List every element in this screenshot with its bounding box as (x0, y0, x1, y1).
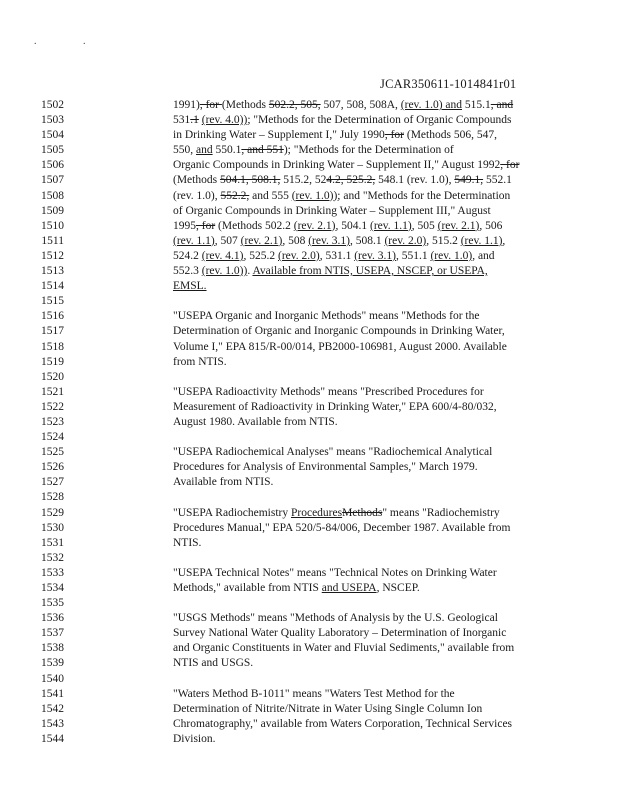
line-number: 1528 (41, 491, 64, 504)
text-run: 1991) (173, 99, 200, 111)
inserted-text: (rev. 2.0) (277, 249, 320, 262)
inserted-text: Procedures (291, 506, 343, 519)
line-number: 1542 (41, 702, 64, 715)
text-line (173, 430, 545, 445)
line-number: 1534 (41, 582, 64, 594)
text-run: 550, (173, 144, 196, 157)
text-run: , NSCEP. (376, 582, 420, 594)
deleted-text: .1 (190, 114, 199, 127)
text-line (173, 189, 545, 204)
line-number: 1504 (41, 129, 64, 142)
deleted-text: , for (384, 129, 404, 142)
text-run: Procedures for Analysis of Environmental Samples," March 1979. (173, 461, 478, 474)
text-run: 552.3 (173, 265, 202, 278)
line-number: 1521 (41, 385, 64, 398)
inserted-text: EMSL. (173, 280, 207, 293)
text-run: "USEPA Radiochemical Analyses" means "Radiochemical Analytical (173, 446, 493, 459)
deleted-text: 549.1, (454, 174, 484, 187)
text-run: Methods," available from NTIS (173, 582, 322, 594)
text-run: . (247, 265, 253, 278)
inserted-text: Available from NTIS, USEPA, NSCEP, or USEPA, (252, 265, 488, 278)
text-line (173, 581, 545, 596)
text-line (173, 702, 545, 717)
line-number: 1511 (41, 234, 64, 247)
text-line (173, 717, 545, 732)
line-number: 1507 (41, 174, 64, 187)
inserted-text: (rev. 2.1) (240, 234, 283, 247)
text-line (173, 234, 545, 249)
inserted-text: (rev. 2.0) (384, 234, 427, 247)
text-line (173, 611, 545, 626)
text-line (173, 98, 545, 113)
line-number: 1515 (41, 295, 64, 308)
inserted-text: (rev. 4.1) (201, 249, 244, 262)
text-run: Volume I," EPA 815/R-00/014, PB2000-106981, August 2000. Available (173, 340, 507, 353)
line-number: 1519 (41, 355, 64, 368)
line-number: 1540 (41, 672, 64, 685)
text-run: Division. (173, 732, 216, 745)
line-number: 1514 (41, 280, 64, 293)
line-number-column (0, 98, 64, 747)
line-number: 1529 (41, 506, 64, 519)
text-run: " means "Radiochemistry (382, 506, 500, 519)
line-number: 1538 (41, 642, 64, 655)
text-run: 531 (173, 114, 191, 127)
inserted-text: and (196, 144, 213, 157)
text-run: in Drinking Water – Supplement I," July 1990 (173, 129, 385, 142)
document-body (173, 98, 545, 747)
document-header-code: JCAR350611-1014841r01 (380, 77, 517, 91)
text-run: ); "Methods for the Determination of (283, 144, 454, 157)
line-number: 1543 (41, 717, 64, 730)
text-line (173, 732, 545, 747)
inserted-text: (rev. 2.1) (437, 219, 480, 232)
text-run: of Organic Compounds in Drinking Water – Supplement III," August (173, 204, 491, 217)
text-line (173, 113, 545, 128)
inserted-text: (rev. 1.0) and (400, 99, 462, 111)
text-line (173, 672, 545, 687)
line-number: 1535 (41, 597, 64, 610)
text-run: Determination of Nitrite/Nitrate in Water Using Single Column Ion (173, 702, 483, 715)
text-line (173, 641, 545, 656)
text-line (173, 536, 545, 551)
text-run: (Methods (173, 174, 220, 187)
text-line (173, 173, 545, 188)
text-line (173, 128, 545, 143)
text-run: August 1980. Available from NTIS. (173, 415, 338, 428)
line-number: 1533 (41, 566, 64, 579)
text-run: and Organic Constituents in Water and Fluvial Sediments," available from (173, 642, 515, 655)
text-run: Procedures Manual," EPA 520/5-84/006, December 1987. Available from (173, 521, 511, 534)
line-number: 1527 (41, 476, 64, 489)
line-number: 1517 (41, 325, 64, 338)
text-line (173, 400, 545, 415)
text-run: from NTIS. (173, 355, 227, 368)
text-line (173, 324, 545, 339)
text-run: "USEPA Organic and Inorganic Methods" means "Methods for the (173, 310, 480, 323)
inserted-text: (rev. 3.1) (308, 234, 350, 247)
line-number: 1512 (41, 249, 64, 262)
text-run: "USGS Methods" means "Methods of Analysis by the U.S. Geological (173, 612, 498, 625)
inserted-text: (rev. 1.0) (430, 249, 473, 262)
text-line (173, 355, 545, 370)
text-line (173, 294, 545, 309)
text-line (173, 219, 545, 234)
text-run: (rev. 1.0), (173, 189, 221, 202)
text-run: "Waters Method B-1011" means "Waters Test Method for the (173, 687, 455, 700)
deleted-text: 502.2, 505, (268, 99, 321, 111)
line-number: 1524 (41, 431, 64, 444)
text-line (173, 460, 545, 475)
line-number: 1520 (41, 370, 64, 383)
text-run: 515.1 (462, 99, 491, 111)
line-number: 1509 (41, 204, 64, 217)
text-run: 548.1 (rev. 1.0), (375, 174, 455, 187)
text-run: NTIS and USGS. (173, 657, 254, 670)
text-line (173, 596, 545, 611)
text-run: "USEPA Radioactivity Methods" means "Prescribed Procedures for (173, 385, 484, 398)
text-run: (Methods (221, 99, 269, 111)
text-run: 552.1 (483, 174, 512, 187)
text-run: 1995 (173, 219, 196, 232)
deleted-text: 504.1, 508.1, (219, 174, 281, 187)
text-run: , 508.1 (349, 234, 385, 247)
text-line (173, 279, 545, 294)
deleted-text: , and 551 (241, 144, 284, 157)
text-line (173, 521, 545, 536)
text-line (173, 656, 545, 671)
text-run: , and (472, 249, 495, 262)
line-number: 1502 (41, 99, 64, 111)
text-line (173, 249, 545, 264)
line-number: 1510 (41, 219, 64, 232)
deleted-text: Methods (342, 506, 383, 519)
line-number: 1516 (41, 310, 64, 323)
inserted-text: (rev. 1.0)) (291, 189, 338, 202)
line-number: 1541 (41, 687, 64, 700)
inserted-text: (rev. 1.1) (173, 234, 215, 247)
line-number: 1513 (41, 265, 64, 278)
line-number: 1523 (41, 415, 64, 428)
text-run: , 525.2 (243, 249, 278, 262)
text-line (173, 143, 545, 158)
text-run: Organic Compounds in Drinking Water – Supplement II," August 1992 (173, 159, 501, 172)
line-number: 1508 (41, 189, 64, 202)
text-line (173, 158, 545, 173)
text-run: ; and "Methods for the Determination (337, 189, 511, 202)
inserted-text: and USEPA (321, 582, 377, 594)
line-number: 1531 (41, 536, 64, 549)
text-run: , 507 (214, 234, 241, 247)
text-run: 550.1 (212, 144, 242, 157)
deleted-text: , and (490, 99, 514, 111)
text-line (173, 475, 545, 490)
text-run: , 551.1 (395, 249, 431, 262)
deleted-text: 4.2, 525.2, (326, 174, 376, 187)
text-run: and 555 (249, 189, 292, 202)
line-number: 1518 (41, 340, 64, 353)
text-line (173, 370, 545, 385)
text-line (173, 340, 545, 355)
deleted-text: , for (196, 219, 216, 232)
text-run: Chromatography," available from Waters Corporation, Technical Services (173, 717, 513, 730)
text-line (173, 445, 545, 460)
line-number: 1544 (41, 732, 64, 745)
text-run: , 506 (479, 219, 503, 232)
text-line (173, 551, 545, 566)
inserted-text: (rev. 3.1) (354, 249, 396, 262)
inserted-text: (rev. 2.1) (293, 219, 336, 232)
deleted-text: , for (500, 159, 520, 172)
text-line (173, 309, 545, 324)
deleted-text: 552.2, (220, 189, 250, 202)
text-line (173, 490, 545, 505)
line-number: 1532 (41, 551, 64, 564)
text-run: , 508 (282, 234, 309, 247)
line-number: 1503 (41, 114, 64, 127)
text-run: , 504.1 (335, 219, 370, 232)
text-run: ; "Methods for the Determination of Organic Compounds (247, 114, 512, 127)
text-run: Survey National Water Quality Laboratory – Determination of Inorganic (173, 627, 507, 640)
text-run: , 515.2 (426, 234, 461, 247)
text-run: , 505 (411, 219, 438, 232)
text-run: , 531.1 (319, 249, 355, 262)
inserted-text: (rev. 4.0)) (201, 114, 248, 127)
deleted-text: , for (199, 99, 222, 111)
text-line (173, 506, 545, 521)
text-line (173, 385, 545, 400)
text-run: (Methods 502.2 (215, 219, 294, 232)
text-run: 507, 508, 508A, (320, 99, 401, 111)
line-number: 1505 (41, 144, 64, 157)
text-line (173, 264, 545, 279)
text-run: "USEPA Radiochemistry (173, 506, 291, 519)
text-run: Measurement of Radioactivity in Drinking Water," EPA 600/4-80/032, (173, 400, 497, 413)
line-number: 1526 (41, 461, 64, 474)
inserted-text: (rev. 1.1) (370, 219, 412, 232)
text-run: 515.2, 52 (280, 174, 327, 187)
text-line (173, 204, 545, 219)
text-run: "USEPA Technical Notes" means "Technical Notes on Drinking Water (173, 566, 497, 579)
inserted-text: (rev. 1.1) (460, 234, 503, 247)
line-number: 1536 (41, 612, 64, 625)
line-number: 1530 (41, 521, 64, 534)
inserted-text: (rev. 1.0)) (201, 265, 248, 278)
text-run: (Methods 506, 547, (403, 129, 497, 142)
text-run: Available from NTIS. (173, 476, 274, 489)
corner-marks: . . (34, 36, 108, 47)
line-number: 1539 (41, 657, 64, 670)
line-number: 1522 (41, 400, 64, 413)
text-run: , (502, 234, 506, 247)
line-number: 1506 (41, 159, 64, 172)
line-number: 1525 (41, 446, 64, 459)
text-line (173, 626, 545, 641)
text-line (173, 687, 545, 702)
text-line (173, 415, 545, 430)
text-run: Determination of Organic and Inorganic Compounds in Drinking Water, (173, 325, 505, 338)
line-number: 1537 (41, 627, 64, 640)
text-run: NTIS. (173, 536, 202, 549)
text-run: 524.2 (173, 249, 202, 262)
text-line (173, 566, 545, 581)
